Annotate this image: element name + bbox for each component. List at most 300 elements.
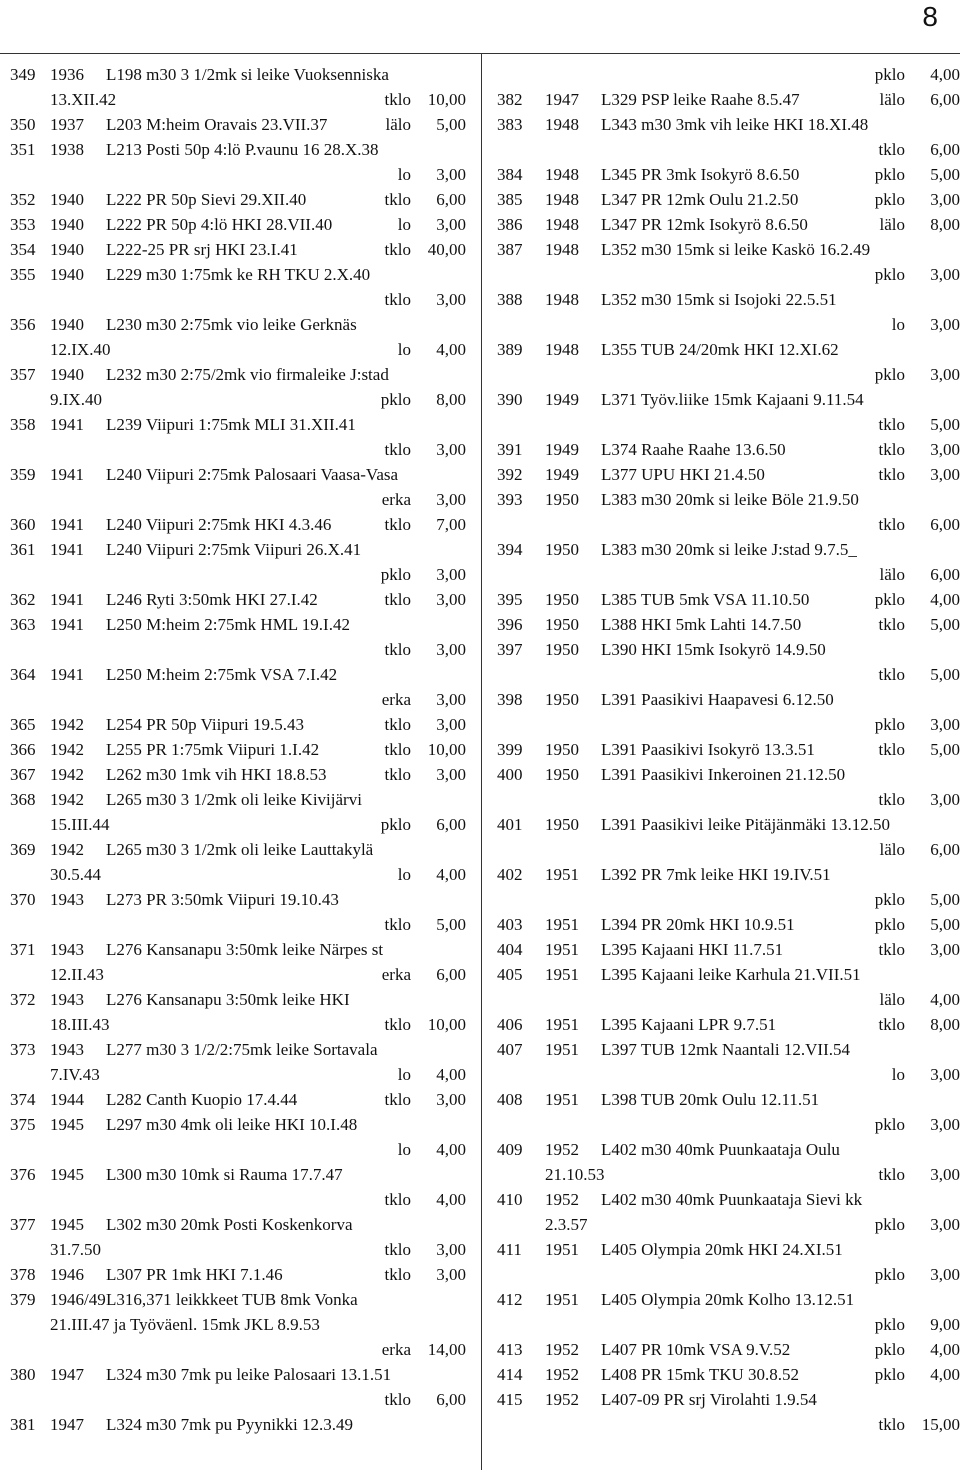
lot-body: [545, 862, 960, 912]
lot-body: [50, 537, 466, 587]
lot-condition: lälo: [879, 840, 905, 859]
lot-year: 1940: [50, 190, 84, 209]
lot-condition: pklo: [874, 590, 905, 609]
lot-description: L388 HKI 5mk Lahti 14.7.50: [601, 615, 802, 634]
lot-number: 383: [497, 115, 523, 134]
lot-entry: [490, 212, 960, 237]
lot-line: [50, 937, 466, 962]
lot-body: [545, 237, 960, 287]
lot-price: 4,00: [436, 1065, 466, 1084]
lot-condition: tklo: [878, 140, 905, 159]
lot-entry: [490, 87, 960, 112]
lot-number: 399: [497, 740, 523, 759]
lot-description: L391 Paasikivi Inkeroinen 21.12.50: [601, 765, 846, 784]
lot-line-continued: [545, 412, 960, 437]
lot-description: L391 Paasikivi Haapavesi 6.12.50: [601, 690, 834, 709]
lot-year: 1952: [545, 1390, 579, 1409]
lot-year: 1948: [545, 240, 579, 259]
lot-line-continued: [545, 887, 960, 912]
lot-price: 3,00: [930, 265, 960, 284]
lot-year: 1941: [50, 465, 84, 484]
lot-condition: tklo: [384, 1090, 411, 1109]
lot-entry: [0, 587, 466, 612]
lot-line: [545, 187, 960, 212]
lot-entry: [490, 1337, 960, 1362]
lot-price: 5,00: [436, 115, 466, 134]
lot-condition: pklo: [874, 165, 905, 184]
lot-condition: pklo: [874, 890, 905, 909]
lot-condition: pklo: [874, 1215, 905, 1234]
page-number: 8: [922, 1, 938, 32]
lot-number: 368: [10, 790, 36, 809]
lot-description: L383 m30 20mk si leike Böle 21.9.50: [601, 490, 859, 509]
lot-description: L276 Kansanapu 3:50mk leike Närpes st: [106, 940, 384, 959]
lot-number: 387: [497, 240, 523, 259]
lot-line: [545, 1037, 960, 1062]
lot-price-group: [875, 62, 960, 87]
lot-body: [545, 1387, 960, 1437]
lot-entry: [0, 312, 466, 362]
lot-line: [50, 1262, 466, 1287]
lot-price: 6,00: [930, 515, 960, 534]
lot-year: 1948: [545, 290, 579, 309]
lot-line: [545, 762, 960, 787]
lot-number: 375: [10, 1115, 36, 1134]
lot-number: 388: [497, 290, 523, 309]
lot-description: L222-25 PR srj HKI 23.I.41: [106, 240, 298, 259]
lot-price-group: [385, 587, 466, 612]
lot-line: [50, 137, 466, 162]
lot-body: [50, 412, 466, 462]
lot-condition: tklo: [878, 415, 905, 434]
lot-price-group: [875, 1312, 960, 1337]
lot-price-group: [398, 162, 466, 187]
lot-year: 1942: [50, 790, 84, 809]
lot-entry: [0, 787, 466, 837]
lot-line-continued: [50, 862, 466, 887]
lot-line-continued: [545, 1062, 960, 1087]
lot-entry: [0, 1262, 466, 1287]
lot-body: [50, 1087, 466, 1112]
lot-line: [50, 362, 466, 387]
lot-condition: pklo: [874, 265, 905, 284]
lot-line: [50, 887, 466, 912]
lot-line-continued: [545, 137, 960, 162]
lot-price: 6,00: [930, 565, 960, 584]
lot-price-group: [875, 162, 960, 187]
lot-price: 14,00: [427, 1340, 466, 1359]
lot-entry: [0, 837, 466, 887]
lot-year: 1945: [50, 1215, 84, 1234]
lot-description: L316,371 leikkkeet TUB 8mk Vonka: [106, 1290, 358, 1309]
lot-price-group: [385, 1187, 466, 1212]
lot-condition: lälo: [879, 565, 905, 584]
lot-line: [545, 1187, 960, 1212]
lot-entry: [0, 712, 466, 737]
lot-body: [50, 587, 466, 612]
lot-price: 3,00: [930, 1115, 960, 1134]
lot-price-group: [879, 462, 960, 487]
lot-year: 1951: [545, 1240, 579, 1259]
lot-line-continued: [545, 262, 960, 287]
lot-price-group: [382, 962, 466, 987]
lot-description: L405 Olympia 20mk Kolho 13.12.51: [601, 1290, 855, 1309]
lot-number: 407: [497, 1040, 523, 1059]
lot-description: L222 PR 50p Sievi 29.XII.40: [106, 190, 307, 209]
lot-line: [545, 462, 960, 487]
lot-description: L262 m30 1mk vih HKI 18.8.53: [106, 765, 327, 784]
lot-body: [50, 112, 466, 137]
lot-condition: tklo: [878, 1015, 905, 1034]
lot-price-group: [880, 987, 960, 1012]
lot-entry: [490, 237, 960, 287]
lot-price-group: [385, 287, 466, 312]
lot-entry: [490, 1012, 960, 1037]
lot-number: 395: [497, 590, 523, 609]
lot-description: L394 PR 20mk HKI 10.9.51: [601, 915, 795, 934]
lot-price-group: [875, 1262, 960, 1287]
lot-year: 1947: [545, 90, 579, 109]
lot-price-group: [879, 1412, 960, 1437]
lot-line: [545, 87, 960, 112]
lot-number: 413: [497, 1340, 523, 1359]
lot-year: 1951: [545, 965, 579, 984]
lot-price: 4,00: [436, 340, 466, 359]
lot-number: 361: [10, 540, 36, 559]
lot-condition: lälo: [879, 215, 905, 234]
lot-number: 390: [497, 390, 523, 409]
lot-number: 385: [497, 190, 523, 209]
lot-condition: tklo: [384, 1390, 411, 1409]
lot-line-continued: [545, 1312, 960, 1337]
lot-entry: [490, 1387, 960, 1437]
lot-number: 405: [497, 965, 523, 984]
lot-line-continued: [50, 287, 466, 312]
lot-description: L392 PR 7mk leike HKI 19.IV.51: [601, 865, 831, 884]
lot-condition: tklo: [384, 1240, 411, 1259]
lot-entry: [490, 687, 960, 737]
lot-price: 3,00: [930, 365, 960, 384]
lot-condition: lälo: [879, 90, 905, 109]
lot-entry: [490, 1087, 960, 1137]
lot-number: 355: [10, 265, 36, 284]
lot-price-group: [398, 862, 466, 887]
lot-line: [545, 212, 960, 237]
lot-body: [545, 962, 960, 1012]
lot-body: [545, 112, 960, 162]
lot-price: 3,00: [436, 590, 466, 609]
lot-description: L329 PSP leike Raahe 8.5.47: [601, 90, 800, 109]
lot-description: L239 Viipuri 1:75mk MLI 31.XII.41: [106, 415, 356, 434]
lot-body: [50, 262, 466, 312]
lot-year: 1948: [545, 340, 579, 359]
lot-year: 1940: [50, 315, 84, 334]
lot-year: 1943: [50, 1040, 84, 1059]
lot-entry: [0, 412, 466, 462]
lot-line-continued: [50, 1312, 466, 1337]
lot-description: L273 PR 3:50mk Viipuri 19.10.43: [106, 890, 339, 909]
lot-body: [545, 87, 960, 112]
lot-condition: pklo: [874, 1115, 905, 1134]
lot-price: 3,00: [930, 940, 960, 959]
lot-number: 351: [10, 140, 36, 159]
lot-line: [545, 1337, 960, 1362]
lot-body: [545, 912, 960, 937]
lot-body: [545, 587, 960, 612]
lot-body: [545, 812, 960, 862]
lot-description: L343 m30 3mk vih leike HKI 18.XI.48: [601, 115, 869, 134]
lot-price-group: [880, 87, 960, 112]
lot-entry: [490, 862, 960, 912]
lot-price: 4,00: [436, 1190, 466, 1209]
lot-price: 3,00: [436, 1265, 466, 1284]
lot-number: 376: [10, 1165, 36, 1184]
lot-line: [50, 1087, 466, 1112]
lot-line: [545, 612, 960, 637]
lot-condition: lälo: [385, 115, 411, 134]
lot-line: [545, 162, 960, 187]
lot-entry: [490, 337, 960, 387]
lot-entry: [0, 1112, 466, 1162]
lot-number: 373: [10, 1040, 36, 1059]
lot-line: [50, 737, 466, 762]
lot-entry: [0, 137, 466, 187]
lot-price: 3,00: [930, 190, 960, 209]
lot-price: 3,00: [436, 1090, 466, 1109]
lot-entry: [0, 762, 466, 787]
lot-description: L240 Viipuri 2:75mk Viipuri 26.X.41: [106, 540, 362, 559]
lot-number: 384: [497, 165, 523, 184]
lot-description: L265 m30 3 1/2mk oli leike Kivijärvi: [106, 790, 362, 809]
lot-entry: [0, 887, 466, 937]
lot-year: 1951: [545, 915, 579, 934]
lot-entry: [490, 112, 960, 162]
lot-price: 8,00: [436, 390, 466, 409]
lot-number: 391: [497, 440, 523, 459]
lot-description-continued: 30.5.44: [50, 865, 101, 884]
lot-price-group: [875, 1212, 960, 1237]
lot-price: 8,00: [930, 1015, 960, 1034]
lot-price-group: [879, 512, 960, 537]
lot-condition: tklo: [384, 1265, 411, 1284]
lot-year: 1946/49: [50, 1290, 106, 1309]
lot-body: [50, 712, 466, 737]
lot-body: [545, 1037, 960, 1087]
lot-price: 3,00: [436, 440, 466, 459]
lot-year: 1950: [545, 765, 579, 784]
lot-line: [545, 1387, 960, 1412]
lot-price: 3,00: [436, 165, 466, 184]
lot-price: 3,00: [930, 715, 960, 734]
lot-year: 1948: [545, 165, 579, 184]
lot-year: 1951: [545, 1040, 579, 1059]
lot-description: L302 m30 20mk Posti Koskenkorva: [106, 1215, 353, 1234]
lot-number: 349: [10, 65, 36, 84]
lot-number: 367: [10, 765, 36, 784]
lot-condition: lo: [397, 165, 411, 184]
lot-description-continued: 13.XII.42: [50, 90, 117, 109]
lot-description: L198 m30 3 1/2mk si leike Vuoksenniska: [106, 65, 389, 84]
lot-price: 6,00: [436, 815, 466, 834]
lot-body: [50, 212, 466, 237]
lot-year: 1952: [545, 1190, 579, 1209]
lot-body: [50, 1287, 466, 1362]
lot-condition: lo: [397, 1065, 411, 1084]
lot-entry: [490, 387, 960, 437]
lot-price-group: [382, 487, 466, 512]
lot-number: 411: [497, 1240, 522, 1259]
lot-entry: [0, 212, 466, 237]
lot-line: [50, 187, 466, 212]
lot-entry: [490, 1287, 960, 1337]
lot-condition: pklo: [874, 915, 905, 934]
lot-description: L250 M:heim 2:75mk VSA 7.I.42: [106, 665, 338, 684]
lot-description: L407 PR 10mk VSA 9.V.52: [601, 1340, 791, 1359]
lot-entry: [0, 537, 466, 587]
lot-body: [545, 1187, 960, 1237]
lot-description: L352 m30 15mk si Isojoki 22.5.51: [601, 290, 837, 309]
lot-price: 5,00: [436, 915, 466, 934]
lot-description-continued: 18.III.43: [50, 1015, 110, 1034]
lot-price: 3,00: [930, 1265, 960, 1284]
lot-price-group: [385, 437, 466, 462]
lot-number: 410: [497, 1190, 523, 1209]
lot-entry: [490, 1187, 960, 1237]
lot-body: [50, 1112, 466, 1162]
lot-year: 1950: [545, 815, 579, 834]
lot-year: 1941: [50, 540, 84, 559]
lot-condition: pklo: [874, 65, 905, 84]
lot-year: 1946: [50, 1265, 84, 1284]
lot-price: 10,00: [427, 740, 466, 759]
lot-price-group: [385, 912, 466, 937]
lot-entry: [490, 737, 960, 762]
lot-price-group: [385, 1387, 466, 1412]
lot-body: [50, 737, 466, 762]
lot-price: 5,00: [930, 415, 960, 434]
lot-year: 1950: [545, 615, 579, 634]
lot-price-group: [880, 837, 960, 862]
lot-line: [50, 987, 466, 1012]
lot-condition: erka: [381, 1340, 411, 1359]
lot-condition: pklo: [380, 390, 411, 409]
lot-body: [545, 737, 960, 762]
lot-price-group: [385, 1262, 466, 1287]
lot-price: 10,00: [427, 1015, 466, 1034]
lot-price-group: [382, 687, 466, 712]
lot-description: L405 Olympia 20mk HKI 24.XI.51: [601, 1240, 843, 1259]
lot-condition: tklo: [878, 1415, 905, 1434]
lot-number: 372: [10, 990, 36, 1009]
lot-entry: [490, 587, 960, 612]
lot-price: 5,00: [930, 890, 960, 909]
lot-line: [50, 1037, 466, 1062]
lot-line: [545, 1087, 960, 1112]
lot-line: [50, 212, 466, 237]
lot-price: 4,00: [930, 990, 960, 1009]
lot-condition: tklo: [384, 90, 411, 109]
lot-body: [50, 1262, 466, 1287]
lot-price-group: [386, 112, 467, 137]
lot-line: [545, 937, 960, 962]
lot-condition: lo: [397, 865, 411, 884]
lot-number: 358: [10, 415, 36, 434]
lot-body: [50, 887, 466, 937]
lot-condition: tklo: [384, 915, 411, 934]
lot-description: L232 m30 2:75/2mk vio firmaleike J:stad: [106, 365, 389, 384]
lot-price: 6,00: [930, 840, 960, 859]
lot-body: [545, 62, 960, 87]
lot-description: L254 PR 50p Viipuri 19.5.43: [106, 715, 304, 734]
lot-line: [545, 1287, 960, 1312]
lot-entry: [0, 262, 466, 312]
lot-description-continued: 7.IV.43: [50, 1065, 100, 1084]
lot-price-group: [875, 1362, 960, 1387]
lot-price-group: [879, 1162, 960, 1187]
lot-description: L240 Viipuri 2:75mk HKI 4.3.46: [106, 515, 332, 534]
lot-line-continued: [545, 1262, 960, 1287]
lot-condition: tklo: [878, 440, 905, 459]
lot-description-continued: 15.III.44: [50, 815, 110, 834]
lot-year: 1951: [545, 1090, 579, 1109]
lot-year: 1940: [50, 240, 84, 259]
lot-condition: tklo: [878, 790, 905, 809]
lot-line-continued: [50, 1012, 466, 1037]
lot-line: [545, 587, 960, 612]
lot-line: [545, 637, 960, 662]
lot-price-group: [381, 387, 466, 412]
lot-entry: [0, 987, 466, 1037]
lot-description: L383 m30 20mk si leike J:stad 9.7.5_: [601, 540, 857, 559]
lot-number: 378: [10, 1265, 36, 1284]
lot-line: [545, 287, 960, 312]
lot-entry: [490, 62, 960, 87]
lot-price: 5,00: [930, 665, 960, 684]
lot-year: 1952: [545, 1365, 579, 1384]
lot-line-continued: [50, 162, 466, 187]
lot-body: [545, 937, 960, 962]
lot-condition: pklo: [874, 365, 905, 384]
lot-description: L408 PR 15mk TKU 30.8.52: [601, 1365, 800, 1384]
lot-price-group: [875, 1337, 960, 1362]
lot-year: 1942: [50, 765, 84, 784]
lot-line: [50, 512, 466, 537]
lot-number: 357: [10, 365, 36, 384]
lot-body: [545, 537, 960, 587]
lot-description: L277 m30 3 1/2/2:75mk leike Sortavala: [106, 1040, 378, 1059]
lot-description: L371 Työv.liike 15mk Kajaani 9.11.54: [601, 390, 864, 409]
lot-line-continued: [50, 337, 466, 362]
lot-number: 386: [497, 215, 523, 234]
lot-description: L203 M:heim Oravais 23.VII.37: [106, 115, 328, 134]
lot-year: 1947: [50, 1415, 84, 1434]
lot-number: 350: [10, 115, 36, 134]
lot-body: [50, 1362, 466, 1412]
lot-price: 6,00: [436, 965, 466, 984]
lot-line: [50, 662, 466, 687]
lot-description-continued: 12.II.43: [50, 965, 104, 984]
lot-year: 1941: [50, 515, 84, 534]
lot-price-group: [385, 712, 466, 737]
lot-number: 406: [497, 1015, 523, 1034]
lot-number: 414: [497, 1365, 523, 1384]
lot-price: 15,00: [921, 1415, 960, 1434]
lot-price: 40,00: [427, 240, 466, 259]
lot-body: [545, 487, 960, 537]
lot-line: [50, 712, 466, 737]
lot-line: [545, 337, 960, 362]
lot-line: [50, 837, 466, 862]
